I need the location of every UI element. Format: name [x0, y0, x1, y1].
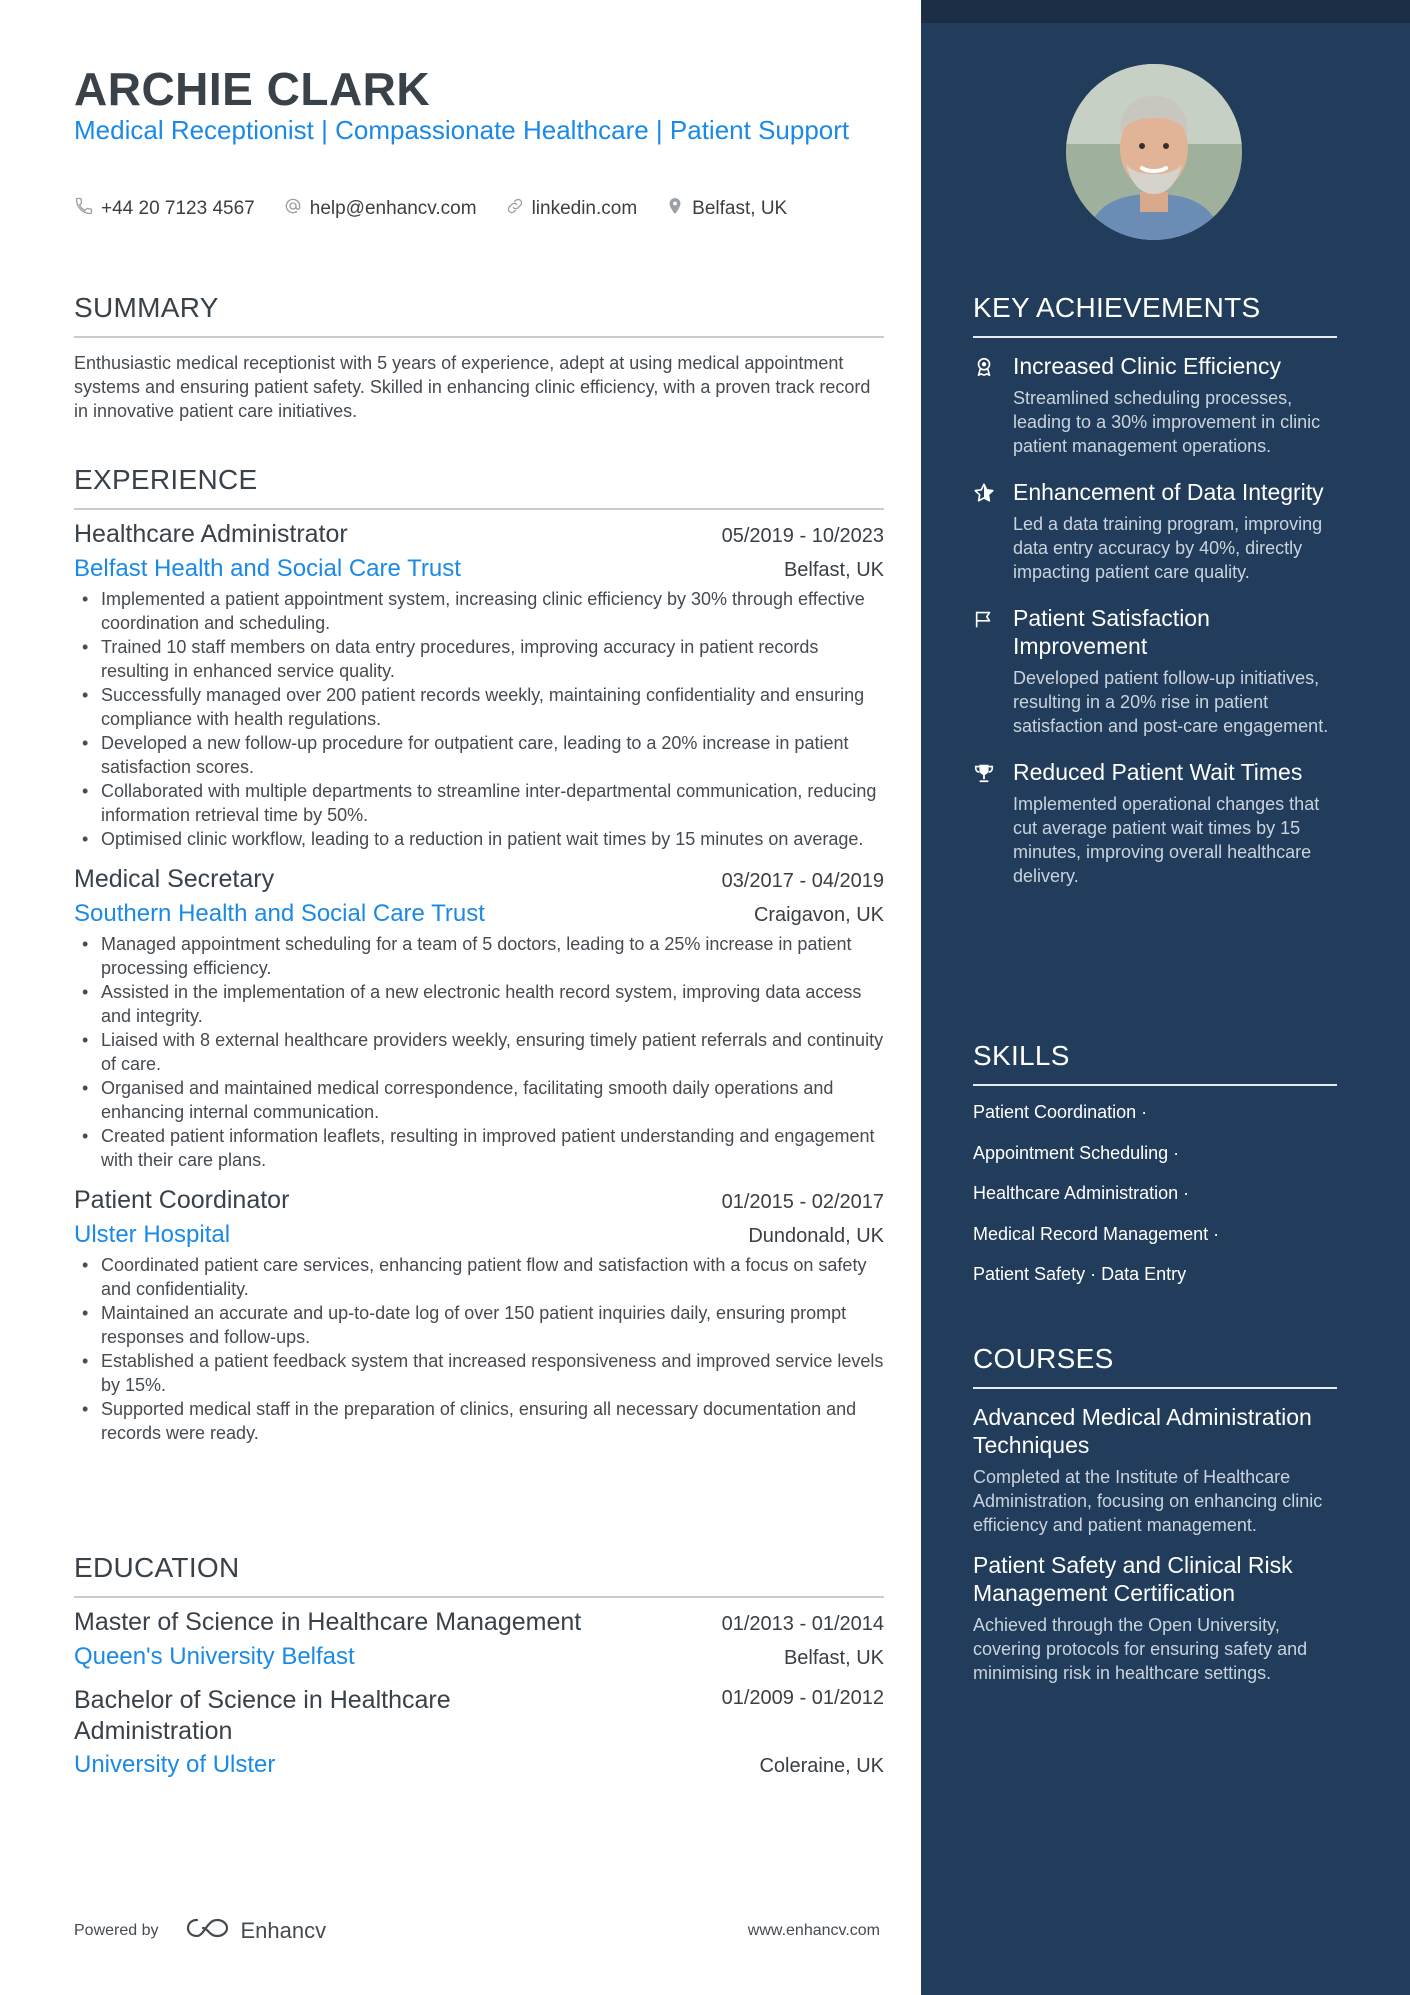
bullet: • Managed appointment scheduling for a team of 5 doctors, leading to a 25% increase in patient processing efficiency. [74, 932, 884, 980]
achievements-title: KEY ACHIEVEMENTS [973, 292, 1337, 338]
contact-email[interactable] [283, 196, 477, 222]
education-section [74, 1552, 884, 1779]
location-text: Belfast, UK [692, 198, 788, 219]
school: Queen's University Belfast [74, 1643, 355, 1670]
summary-text: Enthusiastic medical receptionist with 5 years of experience, adept at using medical appointment systems and ensuring patient safety. Skilled in enhancing clinic efficiency, with a proven track record in innovative patient care initiatives. [74, 353, 871, 421]
education-school-row [74, 1643, 884, 1671]
job-org-row [74, 900, 884, 928]
skill-line: Healthcare Administration · [973, 1183, 1190, 1203]
contact-location [665, 196, 787, 222]
contact-bar [74, 196, 787, 222]
education-entry [74, 1685, 884, 1779]
job-bullets [74, 587, 884, 851]
school: University of Ulster [74, 1751, 276, 1778]
experience-section [74, 464, 884, 1445]
bullet: • Trained 10 staff members on data entry procedures, improving accuracy in patient records resulting in enhanced service quality. [74, 635, 884, 683]
contact-phone [74, 196, 255, 222]
school-location: Belfast, UK [783, 1647, 884, 1669]
job-org: Southern Health and Social Care Trust [74, 900, 485, 927]
course-desc: Achieved through the Open University, covering protocols for ensuring safety and minimising risk in healthcare settings. [973, 1615, 1308, 1683]
trophy-icon [973, 758, 1013, 888]
achievement-desc: Developed patient follow-up initiatives, resulting in a 20% rise in patient satisfaction and post-care engagement. [1013, 668, 1329, 736]
achievement-item [973, 478, 1337, 584]
course-title: Patient Safety and Clinical Risk Management Certification [973, 1552, 1293, 1606]
link-icon [505, 196, 525, 222]
at-icon [283, 196, 303, 222]
job-role: Medical Secretary [74, 865, 275, 893]
candidate-headline: Medical Receptionist | Compassionate Healthcare | Patient Support [74, 115, 850, 145]
courses-section [973, 1343, 1337, 1685]
powered-by-label: Powered by [74, 1922, 159, 1939]
school-location: Coleraine, UK [759, 1755, 884, 1777]
bullet: • Created patient information leaflets, resulting in improved patient understanding and engagement with their care plans. [74, 1124, 884, 1172]
skill-line: Patient Coordination · [973, 1102, 1148, 1122]
website-link[interactable]: www.enhancv.com [747, 1922, 880, 1939]
course-item [973, 1403, 1337, 1537]
brand-name: Enhancv [240, 1918, 327, 1943]
achievement-item [973, 604, 1337, 738]
degree: Bachelor of Science in Healthcare Administration [74, 1686, 451, 1745]
bullet: • Supported medical staff in the preparation of clinics, ensuring all necessary documentation and records were ready. [74, 1397, 884, 1445]
job-header [74, 520, 884, 549]
job-location: Craigavon, UK [753, 904, 884, 926]
phone-icon [74, 196, 94, 222]
education-header [74, 1685, 884, 1747]
job-entry [74, 520, 884, 851]
education-school-row [74, 1751, 884, 1779]
flag-icon [973, 604, 1013, 738]
achievement-item [973, 758, 1337, 888]
bullet: • Liaised with 8 external healthcare providers weekly, ensuring timely patient referrals and continuity of care. [74, 1028, 884, 1076]
education-dates: 01/2013 - 01/2014 [721, 1613, 884, 1635]
linkedin-text[interactable]: linkedin.com [531, 198, 638, 219]
education-title: EDUCATION [74, 1552, 884, 1598]
bullet: • Coordinated patient care services, enhancing patient flow and satisfaction with a focus on safety and confidentiality. [74, 1253, 884, 1301]
job-role: Patient Coordinator [74, 1186, 290, 1214]
job-header [74, 865, 884, 894]
achievement-title: Enhancement of Data Integrity [1013, 479, 1324, 505]
bullet: • Successfully managed over 200 patient records weekly, maintaining confidentiality and ensuring compliance with health regulations. [74, 683, 884, 731]
profile-photo [1066, 64, 1242, 240]
job-bullets [74, 932, 884, 1172]
skill-line: Patient Safety · Data Entry [973, 1264, 1187, 1284]
medal-icon [973, 352, 1013, 458]
achievement-item [973, 352, 1337, 458]
job-entry [74, 865, 884, 1172]
bullet: • Developed a new follow-up procedure for outpatient care, leading to a 20% increase in patient satisfaction scores. [74, 731, 884, 779]
course-item [973, 1551, 1337, 1685]
bullet: • Maintained an accurate and up-to-date log of over 150 patient inquiries daily, ensuring prompt responses and follow-ups. [74, 1301, 884, 1349]
job-entry [74, 1186, 884, 1445]
sidebar-top-band [921, 0, 1410, 23]
achievement-title: Increased Clinic Efficiency [1013, 353, 1282, 379]
sidebar [921, 0, 1410, 1995]
bullet: • Collaborated with multiple departments to streamline inter-departmental communication, reducing information retrieval time by 50%. [74, 779, 884, 827]
achievement-desc: Implemented operational changes that cut average patient wait times by 15 minutes, improving overall healthcare delivery. [1013, 794, 1320, 886]
job-dates: 05/2019 - 10/2023 [721, 525, 884, 547]
location-icon [665, 196, 685, 222]
achievements-section [973, 292, 1337, 888]
skill-line: Appointment Scheduling · [973, 1142, 1180, 1163]
summary-title: SUMMARY [74, 292, 884, 338]
enhancv-logo-icon [185, 1916, 231, 1946]
course-desc: Completed at the Institute of Healthcare Administration, focusing on enhancing clinic efficiency and patient management. [973, 1467, 1323, 1535]
job-bullets [74, 1253, 884, 1445]
achievement-title: Reduced Patient Wait Times [1013, 759, 1303, 785]
candidate-name: ARCHIE CLARK [74, 63, 431, 115]
education-dates: 01/2009 - 01/2012 [721, 1687, 884, 1709]
email-text[interactable]: help@enhancv.com [309, 198, 477, 219]
job-org: Belfast Health and Social Care Trust [74, 555, 461, 582]
bullet: • Organised and maintained medical correspondence, facilitating smooth daily operations and enhancing internal communication. [74, 1076, 884, 1124]
achievement-desc: Streamlined scheduling processes, leading to a 30% improvement in clinic patient management operations. [1013, 388, 1321, 456]
brand[interactable] [185, 1916, 327, 1946]
achievement-title: Patient Satisfaction Improvement [1013, 605, 1210, 659]
education-header [74, 1608, 884, 1637]
job-dates: 03/2017 - 04/2019 [721, 870, 884, 892]
bullet: • Assisted in the implementation of a new electronic health record system, improving data access and integrity. [74, 980, 884, 1028]
bullet: • Implemented a patient appointment system, increasing clinic efficiency by 30% through effective coordination and scheduling. [74, 587, 884, 635]
phone-text: +44 20 7123 4567 [101, 198, 255, 219]
job-org-row [74, 555, 884, 583]
experience-title: EXPERIENCE [74, 464, 884, 510]
star-icon [973, 478, 1013, 584]
skills-section [973, 1040, 1337, 1295]
education-entry [74, 1608, 884, 1671]
bullet: • Optimised clinic workflow, leading to a reduction in patient wait times by 15 minutes on average. [74, 827, 884, 851]
degree: Master of Science in Healthcare Management [74, 1608, 582, 1636]
job-location: Dundonald, UK [748, 1225, 884, 1247]
skills-title: SKILLS [973, 1040, 1337, 1086]
summary-section [74, 292, 884, 423]
job-location: Belfast, UK [783, 559, 884, 581]
skills-list [973, 1092, 1337, 1295]
job-dates: 01/2015 - 02/2017 [721, 1191, 884, 1213]
footer [74, 1916, 884, 1946]
job-role: Healthcare Administrator [74, 520, 348, 548]
skill-line: Medical Record Management · [973, 1223, 1220, 1244]
powered-by [74, 1916, 326, 1946]
job-header [74, 1186, 884, 1215]
contact-linkedin[interactable] [505, 196, 638, 222]
courses-title: COURSES [973, 1343, 1337, 1389]
job-org: Ulster Hospital [74, 1221, 231, 1248]
job-org-row [74, 1221, 884, 1249]
achievement-desc: Led a data training program, improving data entry accuracy by 40%, directly impacting patient care quality. [1013, 514, 1323, 582]
course-title: Advanced Medical Administration Techniques [973, 1404, 1312, 1458]
bullet: • Established a patient feedback system that increased responsiveness and improved service levels by 15%. [74, 1349, 884, 1397]
